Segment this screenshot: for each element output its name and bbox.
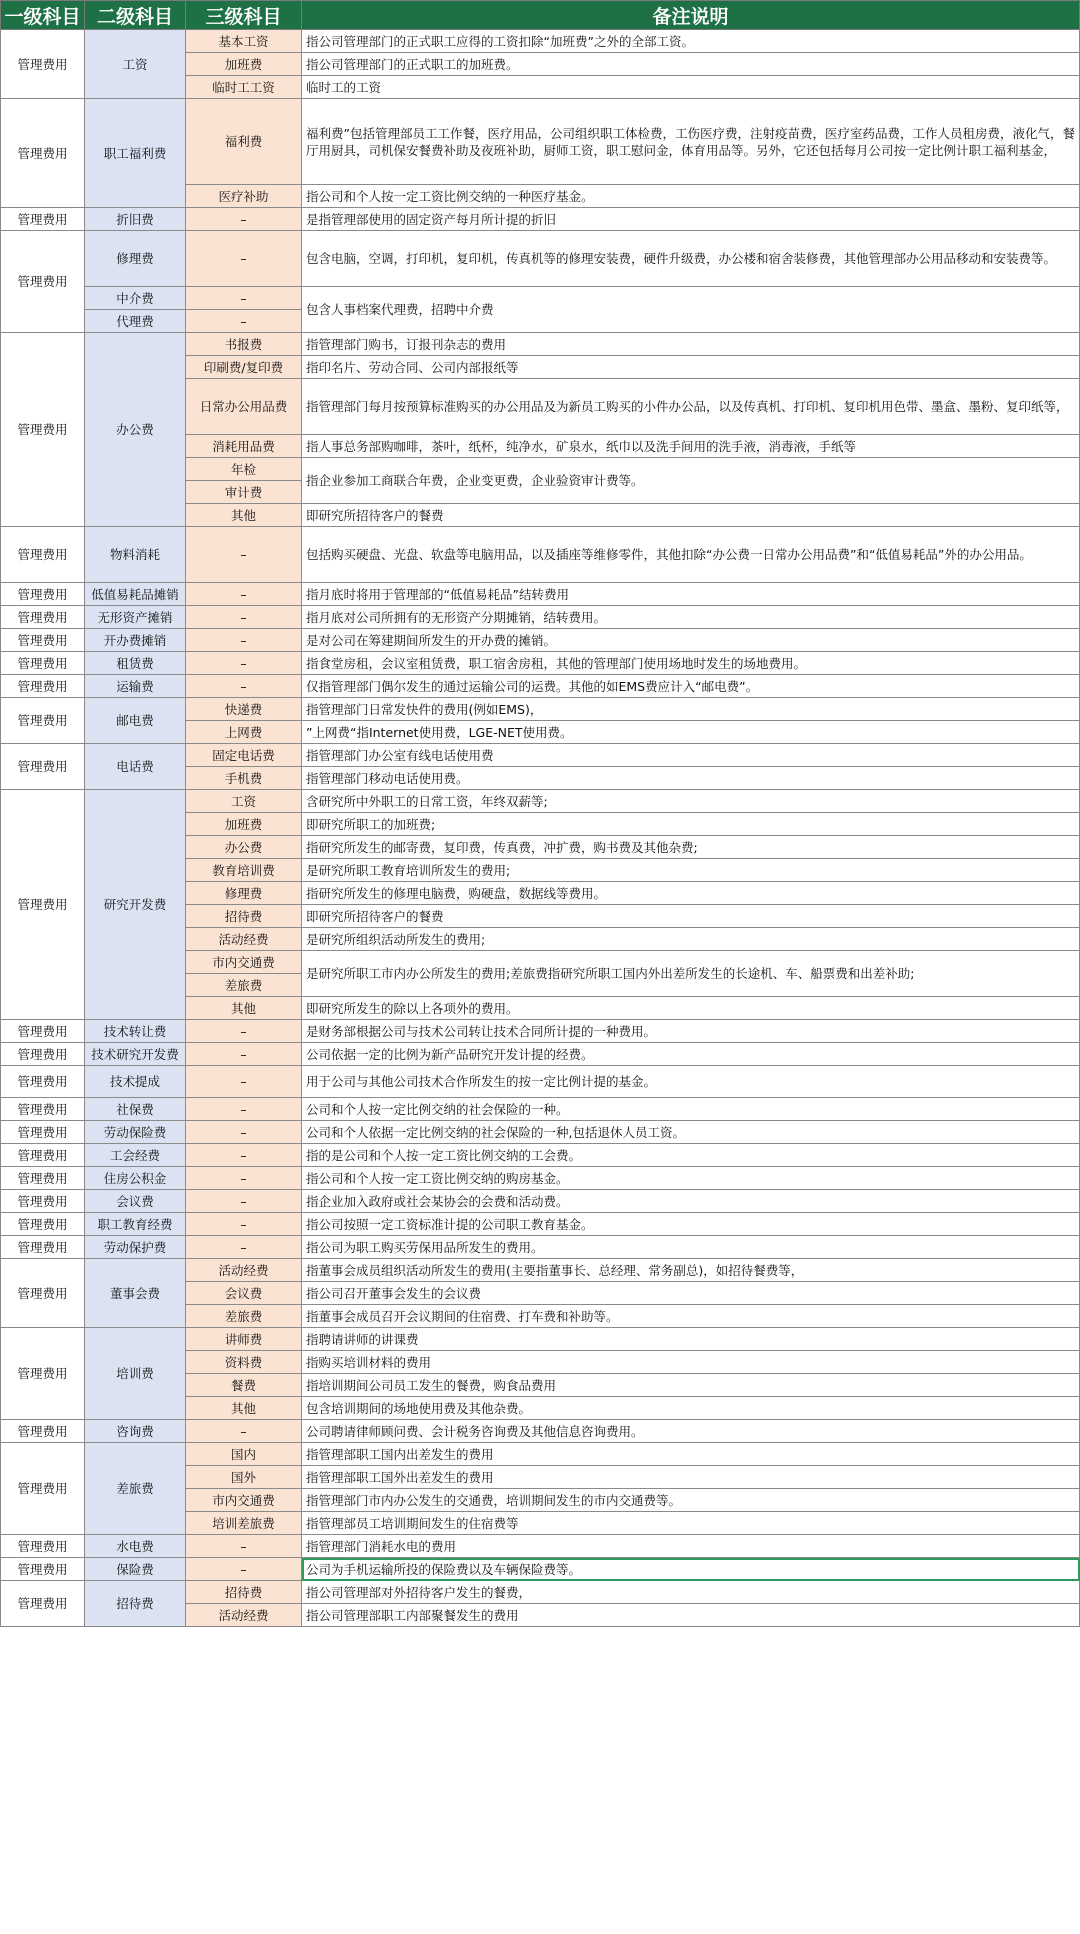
table-row [1,652,1080,675]
level3-cell: – [186,1420,302,1443]
level1-cell: 管理费用 [1,1581,85,1627]
level2-cell: 住房公积金 [85,1167,186,1190]
table-row [1,1121,1080,1144]
level3-cell: – [186,208,302,231]
level3-cell: 基本工资 [186,30,302,53]
level2-cell: 租赁费 [85,652,186,675]
level1-cell: 管理费用 [1,1190,85,1213]
table-row [1,1066,1080,1098]
level1-cell: 管理费用 [1,1443,85,1535]
level3-cell: 国内 [186,1443,302,1466]
level3-cell: – [186,1558,302,1581]
note-cell: 指印名片、劳动合同、公司内部报纸等 [302,356,1080,379]
level1-cell: 管理费用 [1,1098,85,1121]
table-row [1,1144,1080,1167]
level3-cell: – [186,1066,302,1098]
note-cell: 指公司管理部门的正式职工的加班费。 [302,53,1080,76]
level2-cell: 保险费 [85,1558,186,1581]
level1-cell: 管理费用 [1,1066,85,1098]
level1-cell: 管理费用 [1,208,85,231]
note-cell: 用于公司与其他公司技术合作所发生的按一定比例计提的基金。 [302,1066,1080,1098]
level2-cell: 技术转让费 [85,1020,186,1043]
table-row [1,675,1080,698]
level1-cell: 管理费用 [1,698,85,744]
level2-cell: 培训费 [85,1328,186,1420]
note-cell: 公司和个人按一定比例交纳的社会保险的一种。 [302,1098,1080,1121]
level1-cell: 管理费用 [1,744,85,790]
level3-cell: 市内交通费 [186,951,302,974]
level2-cell: 技术提成 [85,1066,186,1098]
level3-cell: 餐费 [186,1374,302,1397]
level3-cell: 审计费 [186,481,302,504]
level2-cell: 开办费摊销 [85,629,186,652]
note-cell: 即研究所招待客户的餐费 [302,905,1080,928]
note-cell: 福利费”包括管理部员工工作餐，医疗用品，公司组织职工体检费，工伤医疗费，注射疫苗费，医疗室药品费，工作人员租房费，液化气，餐厅用厨具，司机保安餐费补助及夜班补助，厨师工资，职工慰问金，体育用品等。另外，它还包括每月公司按一定比例计职工福利基金， [302,99,1080,185]
table-row [1,698,1080,721]
header-level1: 一级科目 [1,1,85,30]
level2-cell: 社保费 [85,1098,186,1121]
level2-cell: 办公费 [85,333,186,527]
note-cell: 指公司为职工购买劳保用品所发生的费用。 [302,1236,1080,1259]
table-row [1,1535,1080,1558]
level2-cell: 职工教育经费 [85,1213,186,1236]
level2-cell: 研究开发费 [85,790,186,1020]
level2-cell: 无形资产摊销 [85,606,186,629]
note-cell: 是研究所组织活动所发生的费用; [302,928,1080,951]
level1-cell: 管理费用 [1,1420,85,1443]
level1-cell: 管理费用 [1,333,85,527]
level2-cell: 劳动保护费 [85,1236,186,1259]
level2-cell: 职工福利费 [85,99,186,208]
note-cell: 指公司和个人按一定工资比例交纳的购房基金。 [302,1167,1080,1190]
level3-cell: – [186,1043,302,1066]
level3-cell: 其他 [186,504,302,527]
level3-cell: 加班费 [186,53,302,76]
level3-cell: – [186,1167,302,1190]
level3-cell: – [186,1535,302,1558]
level2-cell: 咨询费 [85,1420,186,1443]
table-row [1,583,1080,606]
note-cell: 指购买培训材料的费用 [302,1351,1080,1374]
level3-cell: – [186,527,302,583]
table-row [1,99,1080,185]
table-row [1,208,1080,231]
table-row [1,1581,1080,1604]
level3-cell: 其他 [186,1397,302,1420]
note-cell: 指管理部门购书，订报刊杂志的费用 [302,333,1080,356]
level3-cell: 差旅费 [186,974,302,997]
level3-cell: 讲师费 [186,1328,302,1351]
level3-cell: – [186,1098,302,1121]
note-cell: 临时工的工资 [302,76,1080,99]
note-cell: 指的是公司和个人按一定工资比例交纳的工会费。 [302,1144,1080,1167]
level3-cell: 年检 [186,458,302,481]
level2-cell: 运输费 [85,675,186,698]
note-cell: 包含培训期间的场地使用费及其他杂费。 [302,1397,1080,1420]
note-cell: 指管理部职工国外出差发生的费用 [302,1466,1080,1489]
header-row [1,1,1080,30]
level3-cell: 医疗补助 [186,185,302,208]
note-cell: 公司和个人依据一定比例交纳的社会保险的一种,包括退休人员工资。 [302,1121,1080,1144]
note-cell: 指董事会成员召开会议期间的住宿费、打车费和补助等。 [302,1305,1080,1328]
level3-cell: 印刷费/复印费 [186,356,302,379]
level1-cell: 管理费用 [1,1043,85,1066]
level3-cell: – [186,1236,302,1259]
level2-cell: 差旅费 [85,1443,186,1535]
note-cell: 指管理部门市内办公发生的交通费，培训期间发生的市内交通费等。 [302,1489,1080,1512]
level2-cell: 邮电费 [85,698,186,744]
level2-cell: 水电费 [85,1535,186,1558]
table-row [1,606,1080,629]
level2-cell: 董事会费 [85,1259,186,1328]
level3-cell: – [186,231,302,287]
note-cell: 指公司管理部职工内部聚餐发生的费用 [302,1604,1080,1627]
note-cell: 指培训期间公司员工发生的餐费，购食品费用 [302,1374,1080,1397]
level3-cell: – [186,1144,302,1167]
level2-cell: 中介费 [85,287,186,310]
level1-cell: 管理费用 [1,606,85,629]
table-row [1,231,1080,287]
level3-cell: 活动经费 [186,928,302,951]
level2-cell: 劳动保险费 [85,1121,186,1144]
level3-cell: 教育培训费 [186,859,302,882]
level3-cell: – [186,1213,302,1236]
level2-cell: 技术研究开发费 [85,1043,186,1066]
note-cell: 是对公司在筹建期间所发生的开办费的摊销。 [302,629,1080,652]
note-cell: 指董事会成员组织活动所发生的费用(主要指董事长、总经理、常务副总)，如招待餐费等， [302,1259,1080,1282]
level1-cell: 管理费用 [1,1328,85,1420]
table-row [1,1443,1080,1466]
note-cell: 指食堂房租，会议室租赁费，职工宿舍房租，其他的管理部门使用场地时发生的场地费用。 [302,652,1080,675]
note-cell: 包括购买硬盘、光盘、软盘等电脑用品，以及插座等维修零件，其他扣除“办公费一日常办公用品费”和“低值易耗品”外的办公用品。 [302,527,1080,583]
level1-cell: 管理费用 [1,1167,85,1190]
level1-cell: 管理费用 [1,1144,85,1167]
table-row [1,1190,1080,1213]
table-row [1,1167,1080,1190]
note-cell: 指研究所发生的邮寄费，复印费，传真费，冲扩费，购书费及其他杂费; [302,836,1080,859]
table-row [1,1236,1080,1259]
level3-cell: – [186,1121,302,1144]
level3-cell: 福利费 [186,99,302,185]
level3-cell: 工资 [186,790,302,813]
note-cell: ”上网费“指Internet使用费，LGE-NET使用费。 [302,721,1080,744]
note-cell: 指公司管理部对外招待客户发生的餐费， [302,1581,1080,1604]
note-cell: 指月底对公司所拥有的无形资产分期摊销，结转费用。 [302,606,1080,629]
header-notes: 备注说明 [302,1,1080,30]
table-row [1,333,1080,356]
note-cell: 指月底时将用于管理部的“低值易耗品”结转费用 [302,583,1080,606]
level3-cell: 培训差旅费 [186,1512,302,1535]
note-cell: 即研究所招待客户的餐费 [302,504,1080,527]
level3-cell: 会议费 [186,1282,302,1305]
level1-cell: 管理费用 [1,790,85,1020]
table-row [1,1098,1080,1121]
level3-cell: 快递费 [186,698,302,721]
level1-cell: 管理费用 [1,652,85,675]
note-cell: 指管理部员工培训期间发生的住宿费等 [302,1512,1080,1535]
level3-cell: – [186,675,302,698]
level3-cell: 办公费 [186,836,302,859]
level2-cell: 会议费 [85,1190,186,1213]
note-cell: 指企业加入政府或社会某协会的会费和活动费。 [302,1190,1080,1213]
level2-cell: 代理费 [85,310,186,333]
note-cell: 是研究所职工教育培训所发生的费用; [302,859,1080,882]
table-row [1,790,1080,813]
table-row [1,1020,1080,1043]
note-cell: 公司聘请律师顾问费、会计税务咨询费及其他信息咨询费用。 [302,1420,1080,1443]
level1-cell: 管理费用 [1,1121,85,1144]
level2-cell: 电话费 [85,744,186,790]
level3-cell: 书报费 [186,333,302,356]
level2-cell: 工会经费 [85,1144,186,1167]
note-cell: 仅指管理部门偶尔发生的通过运输公司的运费。其他的如EMS费应计入“邮电费”。 [302,675,1080,698]
note-cell: 包含电脑，空调，打印机，复印机，传真机等的修理安装费，硬件升级费，办公楼和宿舍装修费，其他管理部办公用品移动和安装费等。 [302,231,1080,287]
level1-cell: 管理费用 [1,629,85,652]
note-cell: 指管理部职工国内出差发生的费用 [302,1443,1080,1466]
note-cell: 包含人事档案代理费，招聘中介费 [302,287,1080,333]
level1-cell: 管理费用 [1,527,85,583]
level3-cell: – [186,287,302,310]
level3-cell: 上网费 [186,721,302,744]
note-cell: 含研究所中外职工的日常工资，年终双薪等; [302,790,1080,813]
level1-cell: 管理费用 [1,1213,85,1236]
note-cell: 指公司按照一定工资标准计提的公司职工教育基金。 [302,1213,1080,1236]
level3-cell: – [186,310,302,333]
level3-cell: 资料费 [186,1351,302,1374]
level3-cell: – [186,583,302,606]
table-row [1,1328,1080,1351]
note-cell: 指管理部门每月按预算标准购买的办公用品及为新员工购买的小件办公品，以及传真机、打印机、复印机用色带、墨盒、墨粉、复印纸等， [302,379,1080,435]
level1-cell: 管理费用 [1,30,85,99]
level3-cell: 加班费 [186,813,302,836]
level3-cell: 国外 [186,1466,302,1489]
note-cell: 即研究所发生的除以上各项外的费用。 [302,997,1080,1020]
level1-cell: 管理费用 [1,1558,85,1581]
level1-cell: 管理费用 [1,1259,85,1328]
table-row [1,1558,1080,1581]
level3-cell: 手机费 [186,767,302,790]
header-level2: 二级科目 [85,1,186,30]
level1-cell: 管理费用 [1,1535,85,1558]
note-cell: 指管理部门办公室有线电话使用费 [302,744,1080,767]
note-cell: 指管理部门消耗水电的费用 [302,1535,1080,1558]
level1-cell: 管理费用 [1,583,85,606]
table-row [1,629,1080,652]
level2-cell: 低值易耗品摊销 [85,583,186,606]
level2-cell: 工资 [85,30,186,99]
table-row [1,1420,1080,1443]
table-row [1,1043,1080,1066]
note-cell: 指聘请讲师的讲课费 [302,1328,1080,1351]
table-row [1,1259,1080,1282]
note-cell: 是研究所职工市内办公所发生的费用;差旅费指研究所职工国内外出差所发生的长途机、车、船票费和出差补助; [302,951,1080,997]
note-cell: 是财务部根据公司与技术公司转让技术合同所计提的一种费用。 [302,1020,1080,1043]
header-level3: 三级科目 [186,1,302,30]
level3-cell: 差旅费 [186,1305,302,1328]
note-cell: 公司为手机运输所投的保险费以及车辆保险费等。 [302,1558,1080,1581]
level3-cell: – [186,1020,302,1043]
level3-cell: 市内交通费 [186,1489,302,1512]
note-cell: 指研究所发生的修理电脑费，购硬盘，数据线等费用。 [302,882,1080,905]
level3-cell: – [186,652,302,675]
level3-cell: 临时工工资 [186,76,302,99]
note-cell: 指管理部门日常发快件的费用(例如EMS)， [302,698,1080,721]
note-cell: 指管理部门移动电话使用费。 [302,767,1080,790]
level3-cell: 消耗用品费 [186,435,302,458]
table-row [1,30,1080,53]
level3-cell: 活动经费 [186,1259,302,1282]
level3-cell: 日常办公用品费 [186,379,302,435]
level3-cell: 活动经费 [186,1604,302,1627]
level1-cell: 管理费用 [1,1236,85,1259]
level3-cell: – [186,606,302,629]
table-row [1,287,1080,310]
level1-cell: 管理费用 [1,99,85,208]
level3-cell: 修理费 [186,882,302,905]
level3-cell: 其他 [186,997,302,1020]
level2-cell: 招待费 [85,1581,186,1627]
note-cell: 即研究所职工的加班费; [302,813,1080,836]
level2-cell: 折旧费 [85,208,186,231]
level1-cell: 管理费用 [1,231,85,333]
note-cell: 指人事总务部购咖啡，茶叶，纸杯，纯净水，矿泉水，纸巾以及洗手间用的洗手液，消毒液，手纸等 [302,435,1080,458]
level2-cell: 修理费 [85,231,186,287]
note-cell: 公司依据一定的比例为新产品研究开发计提的经费。 [302,1043,1080,1066]
table-row [1,527,1080,583]
table-body [1,30,1080,1627]
note-cell: 指公司和个人按一定工资比例交纳的一种医疗基金。 [302,185,1080,208]
note-cell: 指公司管理部门的正式职工应得的工资扣除“加班费”之外的全部工资。 [302,30,1080,53]
table-row [1,1213,1080,1236]
level2-cell: 物料消耗 [85,527,186,583]
level3-cell: – [186,1190,302,1213]
level1-cell: 管理费用 [1,1020,85,1043]
note-cell: 指公司召开董事会发生的会议费 [302,1282,1080,1305]
note-cell: 是指管理部使用的固定资产每月所计提的折旧 [302,208,1080,231]
table-row [1,744,1080,767]
note-cell: 指企业参加工商联合年费，企业变更费，企业验资审计费等。 [302,458,1080,504]
level1-cell: 管理费用 [1,675,85,698]
level3-cell: 招待费 [186,905,302,928]
level3-cell: 固定电话费 [186,744,302,767]
level3-cell: – [186,629,302,652]
level3-cell: 招待费 [186,1581,302,1604]
